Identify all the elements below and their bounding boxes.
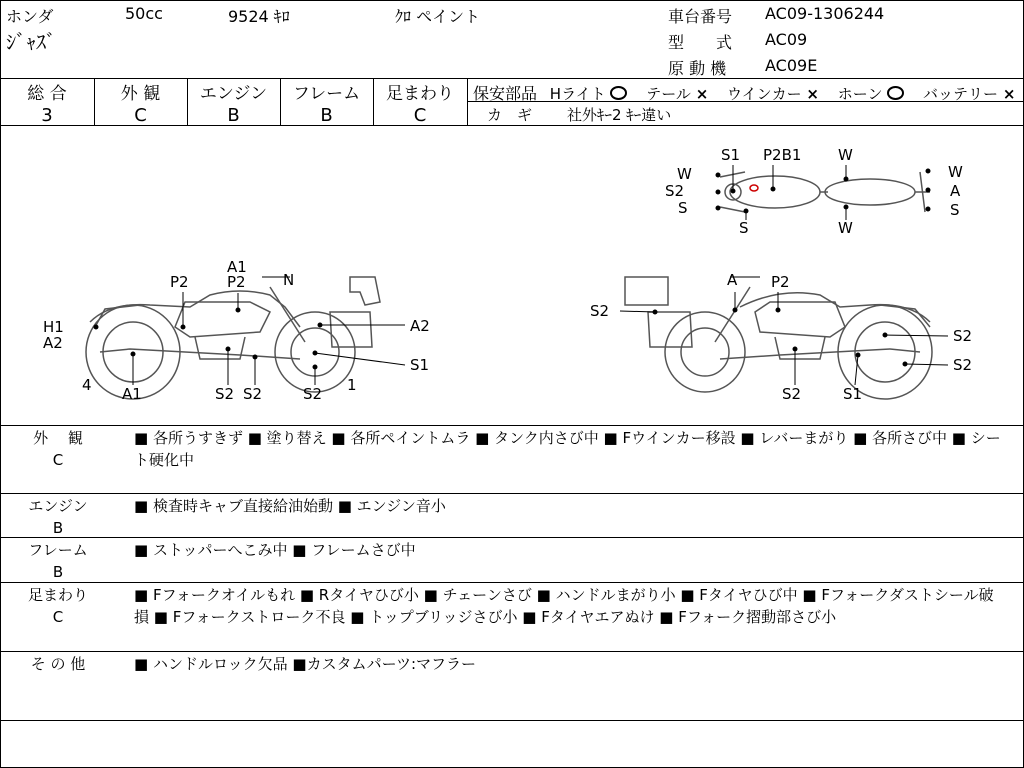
label-p2-right: P2 <box>771 273 790 291</box>
grade-suspension: 足まわり C <box>386 84 454 126</box>
label-top-w2: W <box>948 163 963 181</box>
engine-value: AC09E <box>765 56 818 75</box>
label-s2-c: S2 <box>303 385 323 403</box>
safety-item-battery: バッテリー × <box>923 85 1016 103</box>
safety-item-horn: ホーン <box>838 85 904 103</box>
mileage: 9524 ｷﾛ <box>228 7 290 26</box>
label-s2-a: S2 <box>215 385 235 403</box>
label-a1-bottom: A1 <box>122 385 142 403</box>
frame-no-label: 車台番号 <box>668 7 733 26</box>
safety-item-headlight: Hライト <box>550 85 628 103</box>
label-s1-right: S1 <box>843 385 863 403</box>
label-top-s1: S1 <box>721 146 741 164</box>
section-other-text: ■ ハンドルロック欠品 ■カスタムパーツ:マフラー <box>134 655 477 673</box>
section-appearance-name: 外 観 C <box>33 429 83 469</box>
damage-diagram <box>0 127 1024 425</box>
label-p2-tank: P2 <box>170 273 189 291</box>
section-other-name: そ の 他 <box>30 655 86 673</box>
label-top-s-right: S <box>950 201 960 219</box>
section-frame-name: フレーム B <box>28 541 88 581</box>
label-top-w4: W <box>838 219 853 237</box>
section-suspension-text: ■ Fフォークオイルもれ ■ Rタイヤひび小 ■ チェーンさび ■ ハンドルまがり小 ■ Fタイヤひび中 ■ Fフォークダストシール破損 ■ Fフォークストローク不良 ■ トップブリッジさび小 ■ Fタイヤエアぬけ ■ Fフォーク摺動部さび小 <box>134 586 994 626</box>
label-a-right: A <box>727 271 738 289</box>
label-top-s-left: S <box>678 199 688 217</box>
label-s2-wheel: S2 <box>953 356 973 374</box>
label-s2-seat: S2 <box>953 327 973 345</box>
model-name: ｼﾞｬｽﾞ <box>6 30 56 54</box>
bike-left-view <box>86 277 380 399</box>
safety-parts <box>473 81 1015 104</box>
maker: ホンダ <box>6 7 54 26</box>
label-top-p2b1: P2B1 <box>763 146 802 164</box>
grade-overall: 総 合 3 <box>27 84 67 126</box>
label-a2-front: A2 <box>43 334 63 352</box>
circle-mark-icon <box>887 86 904 100</box>
label-n: N <box>283 271 295 289</box>
safety-label: 保安部品 <box>473 84 538 103</box>
engine-label: 原 動 機 <box>668 59 727 78</box>
label-1: 1 <box>347 376 357 394</box>
safety-item-winker: ウインカー × <box>727 85 819 103</box>
circle-mark-icon <box>610 86 627 100</box>
label-a2-box: A2 <box>410 317 430 335</box>
label-s2-b: S2 <box>243 385 263 403</box>
label-top-s-bottom: S <box>739 219 749 237</box>
diagram-labels-right <box>590 271 972 403</box>
label-p2-side: P2 <box>227 273 246 291</box>
color: ｸﾛ ペイント <box>395 7 481 26</box>
label-4: 4 <box>82 376 92 394</box>
section-appearance-text: ■ 各所うすきず ■ 塗り替え ■ 各所ペイントムラ ■ タンク内さび中 ■ Fウインカー移設 ■ レバーまがり ■ 各所さび中 ■ シート硬化中 <box>134 429 1001 469</box>
section-frame-text: ■ ストッパーへこみ中 ■ フレームさび中 <box>134 541 416 559</box>
label-top-w1: W <box>838 146 853 164</box>
type-label: 型 式 <box>668 33 733 52</box>
label-a1-top: A1 <box>227 258 247 276</box>
label-s2-engine: S2 <box>782 385 802 403</box>
section-suspension-name: 足まわり C <box>27 586 88 626</box>
grade-engine: エンジン B <box>199 84 268 126</box>
key-value: 社外ｷｰ2 ｷｰ違い <box>567 106 672 124</box>
label-top-a: A <box>950 182 961 200</box>
frame-no: AC09-1306244 <box>765 4 885 23</box>
label-top-s2: S2 <box>665 182 685 200</box>
bike-top-view <box>720 172 930 212</box>
key-label: カ ギ <box>487 106 533 124</box>
displacement: 50cc <box>125 4 163 23</box>
section-engine-name: エンジン B <box>28 497 88 537</box>
label-s1: S1 <box>410 356 430 374</box>
label-h1: H1 <box>43 318 64 336</box>
type-value: AC09 <box>765 30 808 49</box>
label-s2-box: S2 <box>590 302 610 320</box>
section-engine-text: ■ 検査時キャブ直接給油始動 ■ エンジン音小 <box>134 497 446 515</box>
grade-frame: フレーム B <box>292 84 361 126</box>
label-top-w3: W <box>677 165 692 183</box>
safety-item-tail: テール × <box>646 85 709 103</box>
grade-appearance: 外 観 C <box>120 84 161 126</box>
